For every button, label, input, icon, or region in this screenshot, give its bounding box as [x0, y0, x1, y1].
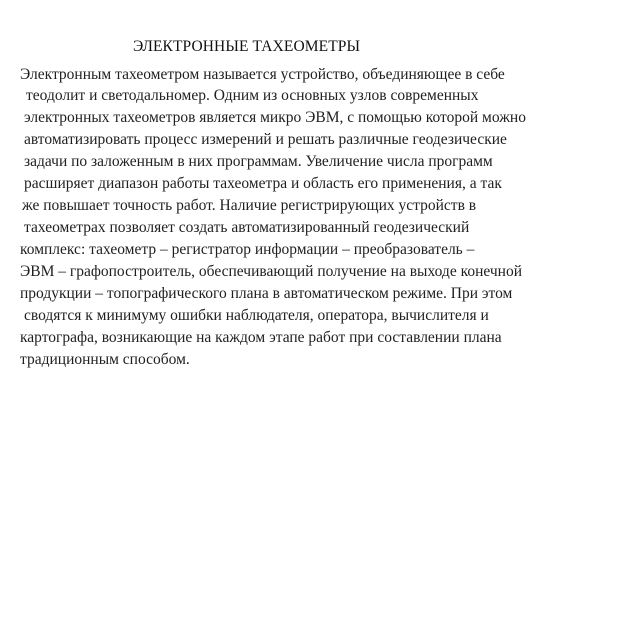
body-line: задачи по заложенным в них программам. Увеличение числа программ	[24, 153, 493, 170]
body-line: картографа, возникающие на каждом этапе работ при составлении плана	[20, 329, 502, 346]
body-line: теодолит и светодальномер. Одним из основных узлов современных	[26, 87, 479, 104]
document-title: ЭЛЕКТРОННЫЕ ТАХЕОМЕТРЫ	[133, 38, 361, 55]
body-line: расширяет диапазон работы тахеометра и область его применения, а так	[24, 175, 502, 192]
body-line: традиционным способом.	[20, 351, 190, 368]
body-line: комплекс: тахеометр – регистратор информации – преобразователь –	[20, 241, 475, 258]
body-line: электронных тахеометров является микро ЭВМ, с помощью которой можно	[24, 109, 526, 126]
body-line: тахеометрах позволяет создать автоматизированный геодезический	[24, 219, 470, 236]
body-line: Электронным тахеометром называется устройство, объединяющее в себе	[20, 66, 505, 83]
body-line: ЭВМ – графопостроитель, обеспечивающий получение на выходе конечной	[20, 263, 522, 280]
body-line: сводятся к минимуму ошибки наблюдателя, оператора, вычислителя и	[24, 307, 489, 324]
body-line: продукции – топографического плана в автоматическом режиме. При этом	[20, 285, 513, 302]
body-line: же повышает точность работ. Наличие регистрирующих устройств в	[22, 197, 477, 214]
body-line: автоматизировать процесс измерений и решать различные геодезические	[24, 131, 507, 148]
